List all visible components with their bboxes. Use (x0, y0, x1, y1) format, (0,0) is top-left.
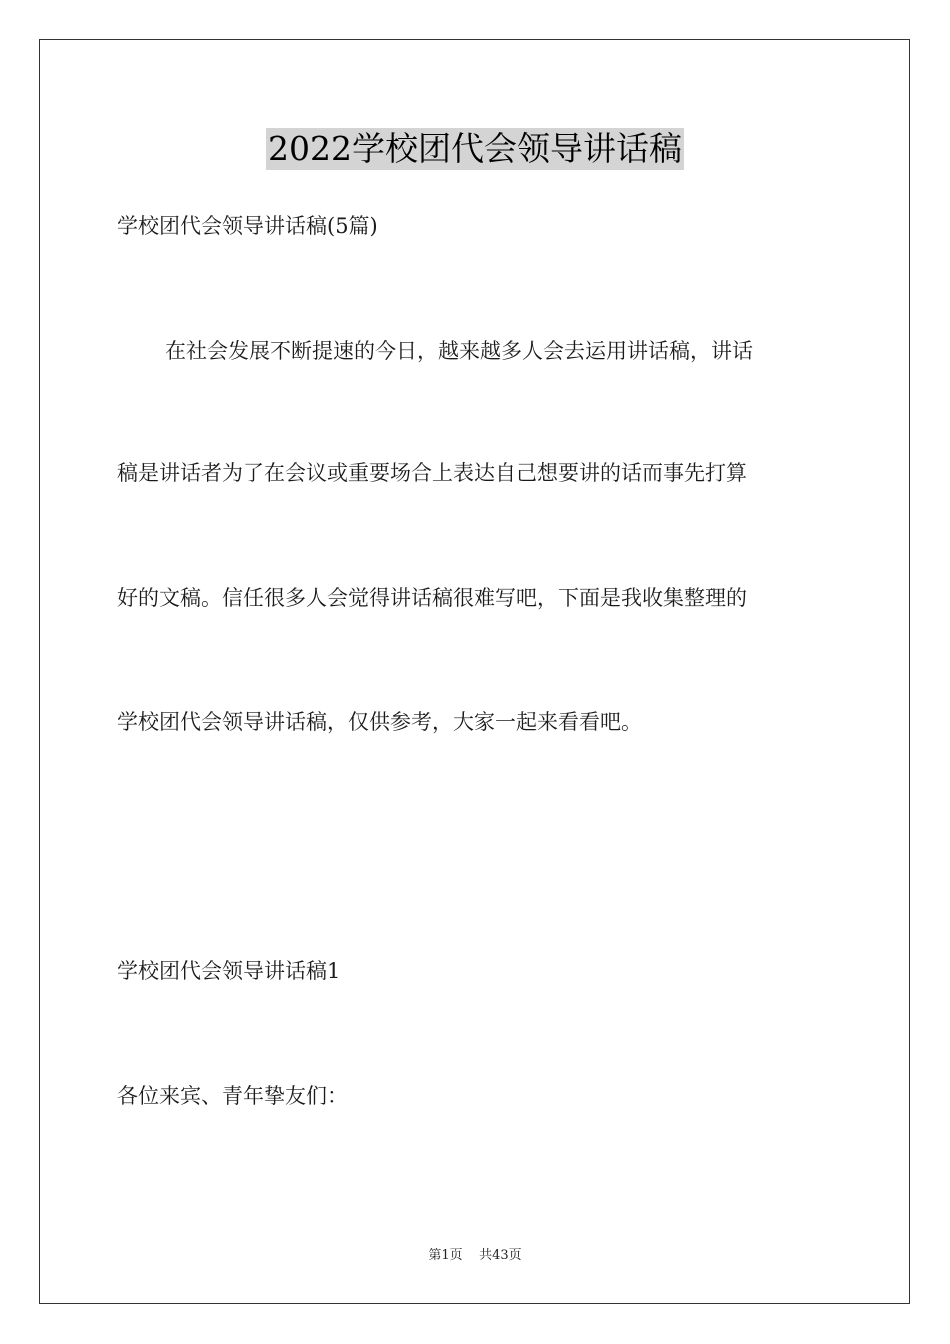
document-subtitle: 学校团代会领导讲话稿(5篇) (117, 214, 378, 238)
document-title: 2022学校团代会领导讲话稿 (268, 129, 682, 168)
page-number: 第1页 (428, 1248, 463, 1263)
intro-line-2: 稿是讲话者为了在会议或重要场合上表达自己想要讲的话而事先打算 (117, 461, 747, 485)
section-heading: 学校团代会领导讲话稿1 (117, 959, 341, 983)
page-footer (0, 1247, 950, 1265)
title-container (0, 128, 950, 170)
salutation: 各位来宾、青年挚友们： (117, 1084, 348, 1108)
intro-line-3: 好的文稿。信任很多人会觉得讲话稿很难写吧，下面是我收集整理的 (117, 586, 747, 610)
intro-line-1: 在社会发展不断提速的今日，越来越多人会去运用讲话稿，讲话 (165, 339, 753, 363)
intro-line-4: 学校团代会领导讲话稿，仅供参考，大家一起来看看吧。 (117, 710, 642, 734)
page-total: 共43页 (479, 1248, 522, 1263)
